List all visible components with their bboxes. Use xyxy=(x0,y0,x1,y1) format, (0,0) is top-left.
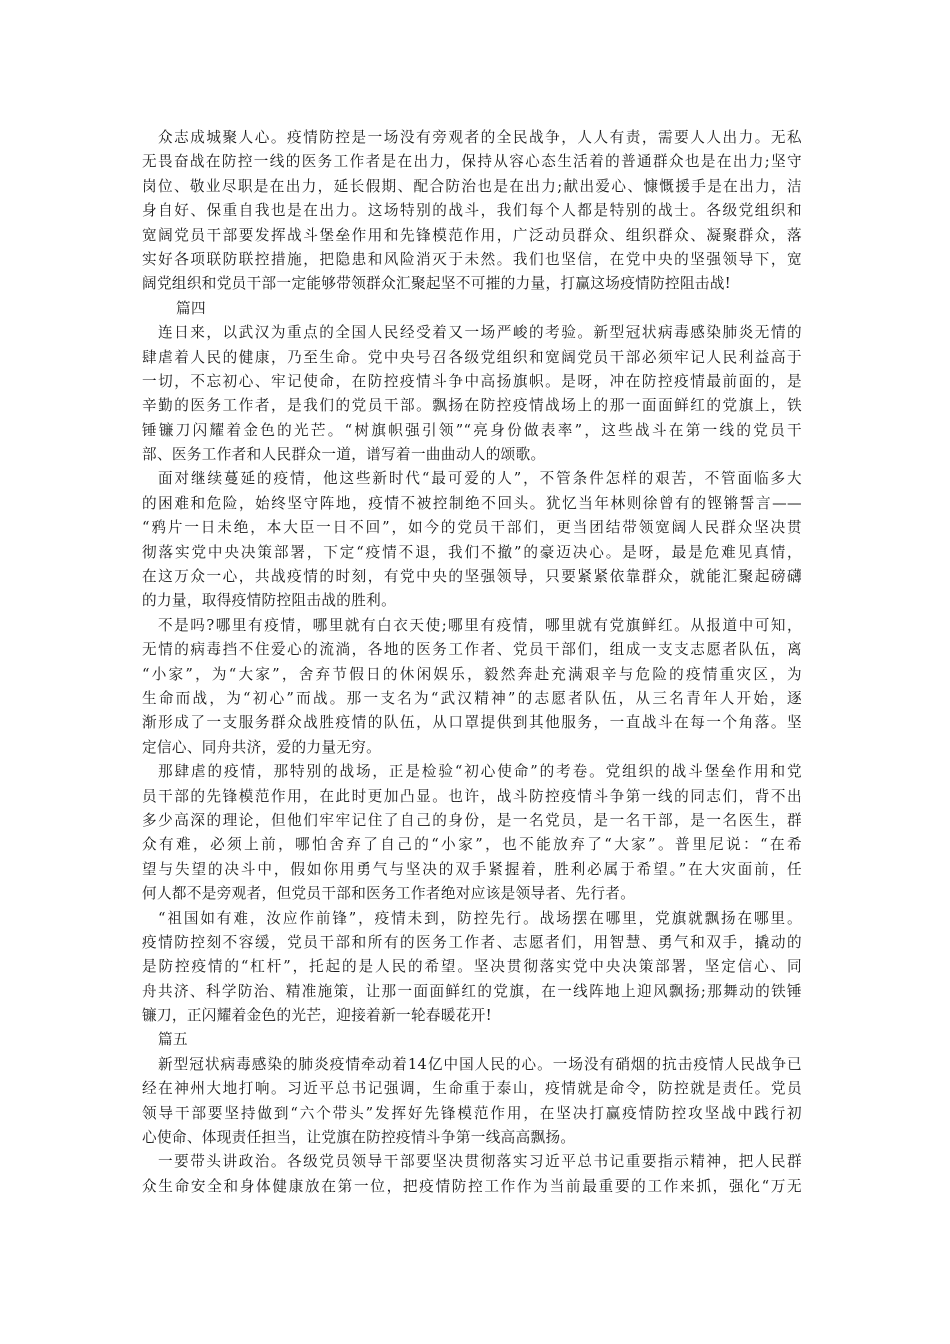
text-line: 新型冠状病毒感染的肺炎疫情牵动着14亿中国人民的心。一场没有硝烟的抗击疫情人民战争已 xyxy=(158,1055,802,1073)
section-heading: 篇五 xyxy=(158,1031,188,1049)
paragraph xyxy=(142,126,802,297)
text-line: 面对继续蔓延的疫情，他这些新时代“最可爱的人”，不管条件怎样的艰苦，不管面临多大 xyxy=(158,470,802,488)
text-line: 锤镰刀闪耀着金色的光芒。“树旗帜强引领”“亮身份做表率”，这些战斗在第一线的党员干 xyxy=(142,421,802,439)
text-line: 舟共济、科学防治、精准施策，让那一面面鲜红的党旗，在一线阵地上迎风飘扬;那舞动的铁锤 xyxy=(142,982,802,1000)
text-line: 何人都不是旁观者，但党员干部和医务工作者绝对应该是领导者、先行者。 xyxy=(142,885,636,903)
text-line: 阔党组织和党员干部一定能够带领群众汇聚起坚不可摧的力量，打赢这场疫情防控阻击战! xyxy=(142,275,732,293)
text-line: 实好各项联防联控措施，把隐患和风险消灭于未然。我们也坚信，在党中央的坚强领导下，宽 xyxy=(142,250,802,268)
text-line: 肆虐着人民的健康，乃至生命。党中央号召各级党组织和宽阔党员干部必须牢记人民利益高于 xyxy=(142,348,802,366)
text-line: 多少高深的理论，但他们牢牢记住了自己的身份，是一名党员，是一名干部，是一名医生，群 xyxy=(142,811,802,829)
text-line: “鸦片一日未绝，本大臣一日不回”，如今的党员干部们，更当团结带领宽阔人民群众坚决贯 xyxy=(142,519,802,537)
text-line: 众志成城聚人心。疫情防控是一场没有旁观者的全民战争，人人有责，需要人人出力。无私 xyxy=(158,129,802,146)
text-line: 生命而战，为“初心”而战。那一支名为“武汉精神”的志愿者队伍，从三名青年人开始，逐 xyxy=(142,689,802,707)
text-line: 彻落实党中央决策部署，下定“疫情不退，我们不撤”的豪迈决心。是呀，最是危难见真情， xyxy=(142,543,802,561)
text-line: 定信心、同舟共济，爱的力量无穷。 xyxy=(142,738,382,756)
text-line: 岗位、敬业尽职是在出力，延长假期、配合防治也是在出力;献出爱心、慷慨援手是在出力，洁 xyxy=(142,177,802,195)
text-line: 部、医务工作者和人民群众一道，谱写着一曲曲动人的颂歌。 xyxy=(142,446,546,464)
text-line: 不是吗?哪里有疫情，哪里就有白衣天使;哪里有疫情，哪里就有党旗鲜红。从报道中可知， xyxy=(158,616,802,634)
text-line: 一切，不忘初心、牢记使命，在防控疫情斗争中高扬旗帜。是呀，冲在防控疫情最前面的，是 xyxy=(142,372,802,390)
text-line: 是防控疫情的“杠杆”，托起的是人民的希望。坚决贯彻落实党中央决策部署，坚定信心、同 xyxy=(142,958,802,976)
text-line: 员干部的先锋模范作用，在此时更加凸显。也许，战斗防控疫情斗争第一线的同志们，背不出 xyxy=(142,787,802,805)
document-page xyxy=(142,126,802,1199)
text-line: 无畏奋战在防控一线的医务工作者是在出力，保持从容心态生活着的普通群众也是在出力;坚守 xyxy=(142,153,802,171)
text-line: 经在神州大地打响。习近平总书记强调，生命重于泰山，疫情就是命令，防控就是责任。党员 xyxy=(142,1080,802,1098)
text-line: “小家”，为“大家”，舍弃节假日的休闲娱乐，毅然奔赴充满艰辛与危险的疫情重灾区，为 xyxy=(142,665,802,683)
text-line: 领导干部要坚持做到“六个带头”发挥好先锋模范作用，在坚决打赢疫情防控攻坚战中践行初 xyxy=(142,1104,802,1122)
text-line: 那肆虐的疫情，那特别的战场，正是检验“初心使命”的考卷。党组织的战斗堡垒作用和党 xyxy=(158,763,802,781)
text-line: 的困难和危险，始终坚守阵地，疫情不被控制绝不回头。犹忆当年林则徐曾有的铿锵誓言—— xyxy=(142,494,802,512)
paragraph xyxy=(142,907,802,1029)
paragraph xyxy=(142,467,802,613)
text-line: 连日来，以武汉为重点的全国人民经受着又一场严峻的考验。新型冠状病毒感染肺炎无情的 xyxy=(158,324,802,342)
text-line: 心使命、体现责任担当，让党旗在防控疫情斗争第一线高高飘扬。 xyxy=(142,1129,576,1147)
text-line: 渐形成了一支服务群众战胜疫情的队伍，从口罩提供到其他服务，一直战斗在每一个角落。坚 xyxy=(142,714,802,732)
paragraph xyxy=(142,321,802,467)
text-line: 疫情防控刻不容缓，党员干部和所有的医务工作者、志愿者们，用智慧、勇气和双手，撬动的 xyxy=(142,933,802,951)
section-heading: 篇四 xyxy=(176,299,206,317)
paragraph xyxy=(142,1053,802,1151)
text-line: 众有难，必须上前，哪怕舍弃了自己的“小家”，也不能放弃了“大家”。普里尼说：“在希 xyxy=(142,836,802,854)
text-line: 的力量，取得疫情防控阻击战的胜利。 xyxy=(142,592,397,610)
text-line: 一要带头讲政治。各级党员领导干部要坚决贯彻落实习近平总书记重要指示精神，把人民群 xyxy=(158,1153,802,1171)
text-line: 身自好、保重自我也是在出力。这场特别的战斗，我们每个人都是特别的战士。各级党组织和 xyxy=(142,202,802,220)
paragraph xyxy=(142,614,802,760)
paragraph xyxy=(142,760,802,906)
text-line: 在这万众一心，共战疫情的时刻，有党中央的坚强领导，只要紧紧依靠群众，就能汇聚起磅礴 xyxy=(142,568,802,586)
text-line: 镰刀，正闪耀着金色的光芒，迎接着新一轮春暖花开! xyxy=(142,1007,492,1025)
text-line: 众生命安全和身体健康放在第一位，把疫情防控工作作为当前最重要的工作来抓，强化“万无 xyxy=(142,1177,802,1195)
text-line: “祖国如有难，汝应作前锋”，疫情未到，防控先行。战场摆在哪里，党旗就飘扬在哪里。 xyxy=(158,909,802,927)
text-line: 望与失望的决斗中，假如你用勇气与坚决的双手紧握着，胜利必属于希望。”在大灾面前，任 xyxy=(142,860,802,878)
text-line: 辛勤的医务工作者，是我们的党员干部。飘扬在防控疫情战场上的那一面面鲜红的党旗上，铁 xyxy=(142,397,802,415)
text-line: 无情的病毒挡不住爱心的流淌，各地的医务工作者、党员干部们，组成一支支志愿者队伍，离 xyxy=(142,641,802,659)
paragraph xyxy=(142,1150,802,1199)
text-line: 宽阔党员干部要发挥战斗堡垒作用和先锋模范作用，广泛动员群众、组织群众、凝聚群众，落 xyxy=(142,226,802,244)
